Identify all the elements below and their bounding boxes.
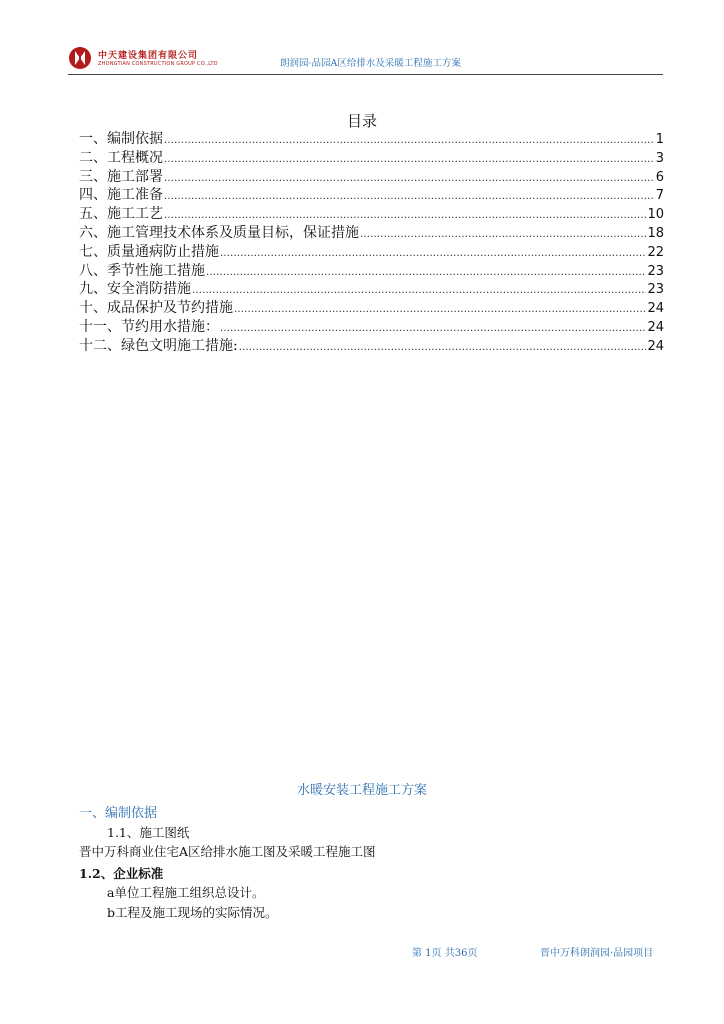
toc-leader-dots <box>206 264 646 283</box>
toc-entry-label: 四、施工准备 <box>79 187 163 204</box>
toc-entry[interactable] <box>79 318 664 337</box>
toc-entry-label: 八、季节性施工措施 <box>79 262 205 279</box>
toc-entry-label: 七、质量通病防止措施 <box>79 243 219 260</box>
toc-entry[interactable] <box>79 130 664 149</box>
toc-entry-label: 五、施工工艺 <box>79 206 163 223</box>
toc-entry[interactable] <box>79 168 664 187</box>
toc-entry-page: 18 <box>647 225 664 241</box>
toc-leader-dots <box>164 188 655 207</box>
toc-leader-dots <box>164 151 655 170</box>
toc-entry[interactable] <box>79 299 664 318</box>
toc-entry-page: 23 <box>647 282 664 298</box>
toc-entry-page: 10 <box>647 207 664 223</box>
toc-leader-dots <box>234 301 646 320</box>
toc-entry-page: 1 <box>655 132 664 147</box>
toc-entry-page: 24 <box>647 301 664 317</box>
toc-entry[interactable] <box>79 224 664 243</box>
company-logo-icon <box>68 46 92 70</box>
toc-entry-page: 6 <box>655 169 664 185</box>
company-name-en: ZHONGTIAN CONSTRUCTION GROUP CO.,LTD <box>98 61 218 67</box>
toc-entry-label: 一、编制依据 <box>79 131 163 147</box>
toc-leader-dots <box>220 320 646 339</box>
toc-entry[interactable] <box>79 186 664 205</box>
toc-entry-label: 十、成品保护及节约措施 <box>79 300 233 317</box>
toc-leader-dots <box>164 170 655 189</box>
toc-entry[interactable] <box>79 337 664 356</box>
toc-entry-label: 九、安全消防措施 <box>79 281 191 298</box>
toc-leader-dots <box>192 282 646 301</box>
toc-entry-page: 7 <box>655 188 664 204</box>
toc-entry[interactable] <box>79 205 664 224</box>
toc-entry-page: 22 <box>647 244 664 260</box>
toc-entry-label: 十一、节约用水措施： <box>79 318 219 335</box>
document-title: 水暖安装工程施工方案 <box>296 783 427 798</box>
header-document-title: 朗润园·品园A区给排水及采暖工程施工方案 <box>280 58 461 69</box>
toc-leader-dots <box>360 226 646 245</box>
toc-entry-label: 十二、绿色文明施工措施: <box>79 337 238 354</box>
subsection-heading: 1.1、施工图纸 <box>107 825 190 840</box>
toc-entry-page: 3 <box>655 150 664 166</box>
list-item: a单位工程施工组织总设计。 <box>107 885 265 900</box>
toc-leader-dots <box>239 339 647 358</box>
toc-leader-dots <box>164 132 655 151</box>
toc-entry-page: 24 <box>647 338 664 354</box>
toc-entry-label: 六、施工管理技术体系及质量目标，保证措施 <box>79 224 359 241</box>
company-name-cn: 中天建设集团有限公司 <box>98 51 199 61</box>
list-item: b工程及施工现场的实际情况。 <box>107 905 278 920</box>
toc-entry-label: 二、工程概况 <box>79 149 163 166</box>
toc-entry[interactable] <box>79 149 664 168</box>
toc-leader-dots <box>220 245 646 264</box>
page-number: 第 1页 共36页 <box>412 948 478 959</box>
toc-entry-page: 24 <box>647 319 664 335</box>
page-header <box>68 44 663 75</box>
toc-entry[interactable] <box>79 243 664 262</box>
toc-entry[interactable] <box>79 280 664 299</box>
paragraph-text: 晋中万科商业住宅A区给排水施工图及采暖工程施工图 <box>79 844 376 859</box>
section-heading: 一、编制依据 <box>79 806 158 821</box>
toc-title: 目录 <box>346 112 377 130</box>
toc-entry-page: 23 <box>647 263 664 279</box>
toc-entry-label: 三、施工部署 <box>79 168 163 185</box>
subsection-heading-bold: 1.2、企业标准 <box>79 866 164 881</box>
table-of-contents <box>79 130 664 356</box>
footer-project-name: 晋中万科朗润园·品园项目 <box>540 948 654 959</box>
toc-entry[interactable] <box>79 262 664 281</box>
